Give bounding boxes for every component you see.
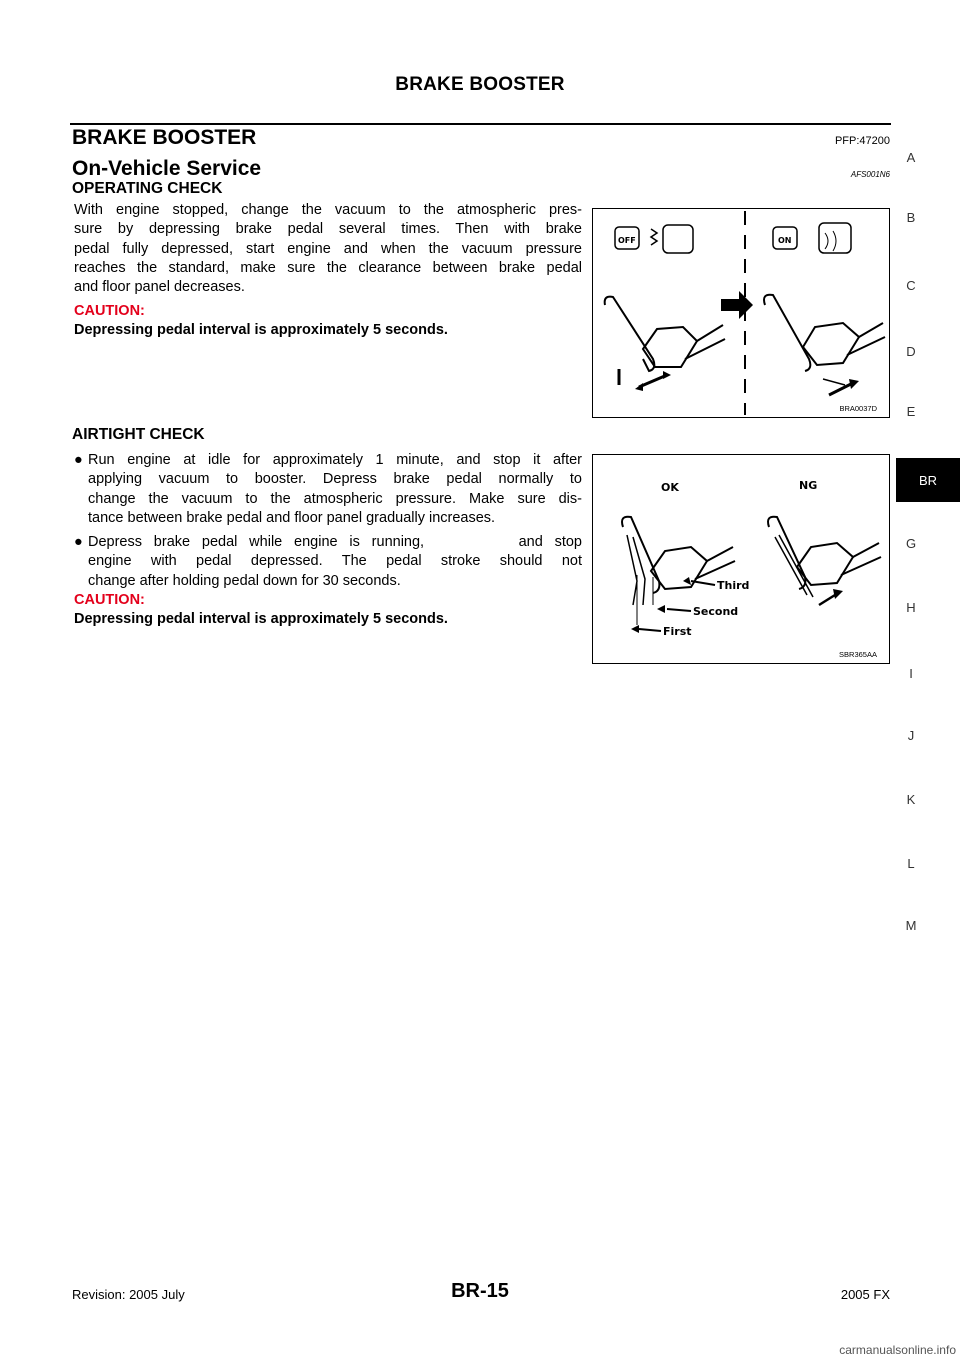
pedal-illustration	[593, 209, 889, 417]
bullet-icon: ●	[74, 534, 83, 550]
text-line: applying vacuum to booster. Depress brake pedal normally to	[88, 471, 582, 488]
on-label: ON	[778, 236, 792, 245]
footer-model: 2005 FX	[840, 1287, 890, 1302]
subsection-title: On-Vehicle Service	[72, 157, 262, 180]
list-item	[74, 533, 582, 591]
text-line: reaches the standard, make sure the clearance between brake pedal	[74, 259, 582, 276]
side-index-d[interactable]: D	[906, 344, 916, 359]
text-line: With engine stopped, change the vacuum to the atmospheric pres-	[74, 202, 582, 218]
text-line: and floor panel decreases.	[74, 279, 245, 296]
header-rule	[70, 123, 891, 125]
side-index-e[interactable]: E	[906, 404, 916, 419]
footer-page-number: BR-15	[451, 1280, 509, 1302]
section-title: BRAKE BOOSTER	[72, 126, 257, 149]
side-index-a[interactable]: A	[906, 150, 916, 165]
caution-text: Depressing pedal interval is approximately 5 seconds.	[74, 322, 448, 338]
subsection-code: AFS001N6	[850, 170, 890, 179]
section-code: PFP:47200	[834, 135, 890, 147]
running-header: BRAKE BOOSTER	[395, 74, 565, 95]
caution-label: CAUTION:	[74, 592, 145, 608]
second-label: Second	[693, 605, 739, 618]
side-index-i[interactable]: I	[909, 666, 913, 681]
operating-check-figure	[592, 208, 890, 418]
off-label: OFF	[618, 236, 636, 245]
operating-check-paragraph	[74, 201, 582, 297]
figure-code: BRA0037D	[839, 404, 877, 413]
pedal-stroke-illustration	[593, 455, 889, 663]
side-index-k[interactable]: K	[906, 792, 916, 807]
bullet-icon: ●	[74, 452, 83, 468]
side-index-j[interactable]: J	[907, 728, 915, 743]
third-label: Third	[717, 579, 750, 592]
ok-label: OK	[661, 481, 679, 494]
text-line: change the vacuum to the atmospheric pressure. Make sure dis-	[88, 490, 582, 507]
side-index-g[interactable]: G	[905, 536, 917, 551]
first-label: First	[663, 625, 692, 638]
airtight-check-figure	[592, 454, 890, 664]
figure-code: SBR365AA	[839, 650, 877, 659]
text-line: pedal fully depressed, start engine and when the vacuum pressure	[74, 240, 582, 257]
text-line: tance between brake pedal and floor panel gradually increases.	[88, 509, 496, 526]
airtight-check-heading: AIRTIGHT CHECK	[72, 426, 205, 443]
side-index-h[interactable]: H	[906, 600, 916, 615]
text-line: Depress brake pedal while engine is running, and stop	[88, 534, 582, 550]
side-index-m[interactable]: M	[905, 918, 917, 933]
text-line: sure by depressing brake pedal several times. Then with brake	[74, 221, 582, 238]
ng-label: NG	[799, 479, 818, 492]
side-index-b[interactable]: B	[906, 210, 916, 225]
footer-revision: Revision: 2005 July	[72, 1287, 185, 1302]
text-line: change after holding pedal down for 30 seconds.	[88, 572, 401, 589]
side-index-l[interactable]: L	[907, 856, 915, 871]
side-index-c[interactable]: C	[906, 278, 916, 293]
operating-check-heading: OPERATING CHECK	[72, 180, 223, 197]
text-line: Run engine at idle for approximately 1 minute, and stop it after	[88, 452, 582, 468]
caution-label: CAUTION:	[74, 303, 145, 319]
watermark: carmanualsonline.info	[839, 1343, 956, 1357]
text-line: engine with pedal depressed. The pedal stroke should not	[88, 553, 582, 570]
caution-text: Depressing pedal interval is approximately 5 seconds.	[74, 611, 448, 627]
side-index-br-tab[interactable]: BR	[896, 458, 960, 502]
list-item	[74, 451, 582, 528]
